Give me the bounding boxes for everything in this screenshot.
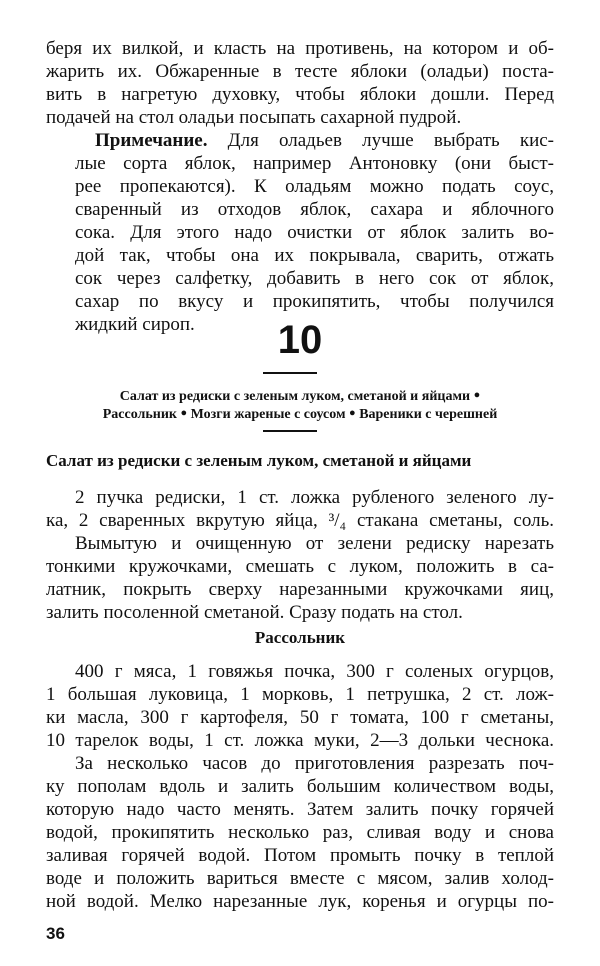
bullet-icon: ●: [349, 407, 356, 419]
text-line: подачей на стол оладьи посыпать сахарной пудрой.: [46, 107, 462, 128]
text-line: сваренный из отходов яблок, сахара и яблочного: [75, 199, 554, 220]
contents-item: Рассольник: [102, 407, 177, 422]
text-line: сахар по вкусу и прокипятить, чтобы получился: [75, 291, 554, 312]
text-line: ной водой. Мелко нарезанные лук, коренья и огурцы по-: [46, 891, 554, 912]
text-line: водой, прокипятить несколько раз, сливая воду и снова: [46, 822, 554, 843]
chapter-divider-bottom: [263, 430, 317, 432]
text-line: рее пропекаются). К оладьям можно подать соус,: [75, 176, 554, 197]
contents-item: Салат из редиски с зеленым луком, сметаной и яйцами: [119, 389, 471, 404]
chapter-contents-line-1: [46, 386, 554, 404]
text-line: Вымытую и очищенную от зелени редиску нарезать: [75, 533, 554, 554]
text-line: 1 большая луковица, 1 морковь, 1 петрушка, 2 ст. лож-: [46, 684, 554, 705]
text-line: За несколько часов до приготовления разрезать поч-: [75, 753, 554, 774]
text-line: сок через салфетку, добавить в него сок от яблок,: [75, 268, 554, 289]
contents-item: Мозги жареные с соусом: [190, 407, 346, 422]
text-line: воде и положить вариться вместе с мясом, залив холод-: [46, 868, 554, 889]
text-line: ка, 2 сваренных вкрутую яйца, ³/₄ стакана сметаны, соль.: [46, 510, 554, 531]
text-line: 2 пучка редиски, 1 ст. ложка рубленого зеленого лу-: [75, 487, 554, 508]
text-line: сока. Для этого надо очистки от яблок залить во-: [75, 222, 554, 243]
recipe-title-salad: Салат из редиски с зеленым луком, сметаной и яйцами: [46, 451, 472, 470]
contents-item: Вареники с черешней: [359, 407, 498, 422]
text-line: ку пополам вдоль и залить большим количеством воды,: [46, 776, 554, 797]
text-line: латник, покрыть сверху нарезанными кружочками яиц,: [46, 579, 554, 600]
note-first-line: [95, 130, 554, 152]
note-text: Для оладьев лучше выбрать кис-: [207, 130, 554, 151]
page-number: 36: [46, 924, 65, 943]
text-line: которую надо часто менять. Затем залить почку горячей: [46, 799, 554, 820]
bullet-icon: ●: [473, 389, 481, 401]
text-line: 400 г мяса, 1 говяжья почка, 300 г соленых огурцов,: [75, 661, 554, 682]
note-label: Примечание.: [95, 130, 208, 151]
text-line: жарить их. Обжаренные в тесте яблоки (оладьи) поста-: [46, 61, 554, 82]
text-line: беря их вилкой, и класть на противень, на котором и об-: [46, 38, 554, 59]
text-line: залить посоленной сметаной. Сразу подать на стол.: [46, 602, 463, 623]
text-line: заливая горячей водой. Потом промыть почку в теплой: [46, 845, 554, 866]
chapter-contents-line-2: [46, 404, 554, 422]
chapter-number: 10: [277, 318, 323, 362]
text-line: тонкими кружочками, смешать с луком, положить в са-: [46, 556, 554, 577]
chapter-divider-top: [263, 372, 317, 374]
text-line: жидкий сироп.: [75, 314, 195, 335]
text-line: дой так, чтобы она их покрывала, сварить, отжать: [75, 245, 554, 266]
recipe-title-rassolnik: Рассольник: [254, 628, 346, 647]
text-line: 10 тарелок воды, 1 ст. ложка муки, 2—3 дольки чеснока.: [46, 730, 554, 751]
text-line: вить в нагретую духовку, чтобы яблоки дошли. Перед: [46, 84, 554, 105]
bullet-icon: ●: [180, 407, 188, 419]
text-line: лые сорта яблок, например Антоновку (они быст-: [75, 153, 554, 174]
text-line: ки масла, 300 г картофеля, 50 г томата, 100 г сметаны,: [46, 707, 554, 728]
